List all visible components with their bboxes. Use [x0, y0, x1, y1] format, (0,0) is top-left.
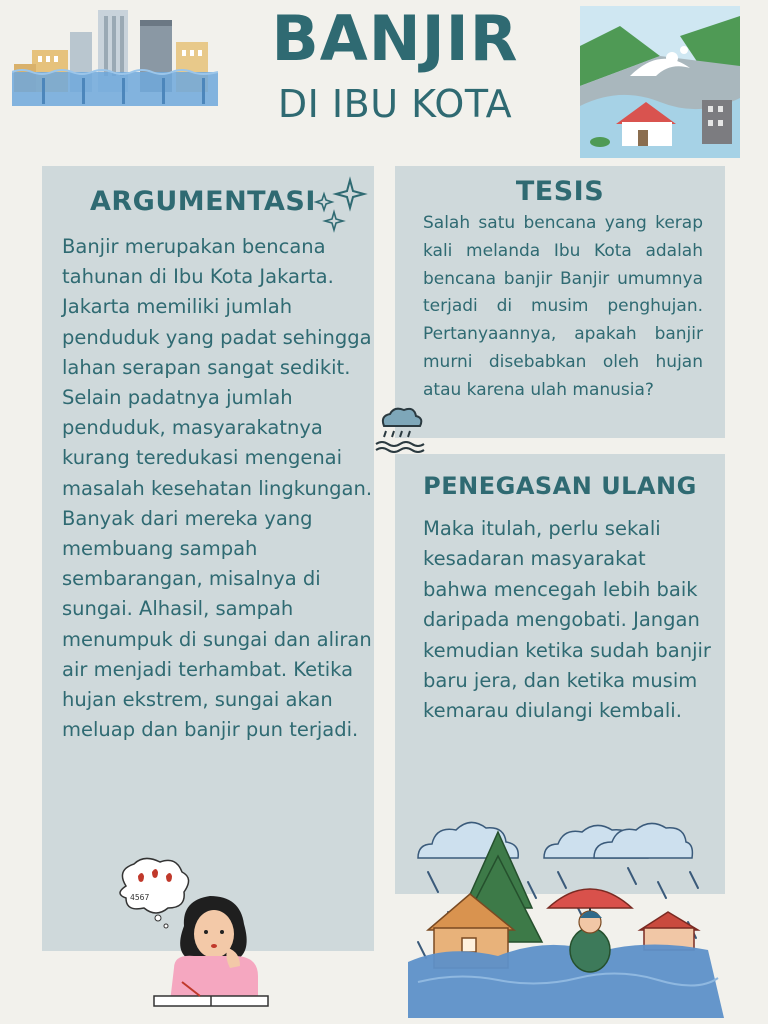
thinking-girl-icon	[112, 856, 282, 1012]
tesis-text: Salah satu bencana yang kerap kali melanda Ibu Kota adalah bencana banjir Banjir umumnya terjadi di musim penghujan. Pertanyaannya, apakah banjir murni disebabkan oleh hujan atau karena ulah manusia?	[423, 213, 703, 400]
tesis-heading: TESIS	[515, 176, 605, 207]
penegasan-ulang-text: Maka itulah, perlu sekali kesadaran masyarakat bahwa mencegah lebih baik daripada mengobati. Jangan kemudian ketika sudah banjir baru jera, dan ketika musim kemarau diulangi kembali.	[423, 517, 711, 723]
flooded-city-icon	[12, 6, 218, 106]
svg-text:4567: 4567	[130, 893, 150, 902]
argumentasi-panel	[42, 166, 374, 951]
page-title: BANJIR	[271, 2, 519, 75]
flood-scene-icon	[408, 812, 724, 1018]
tesis-panel	[395, 166, 725, 438]
argumentasi-heading: ARGUMENTASI	[90, 186, 316, 217]
penegasan-ulang-heading: PENEGASAN ULANG	[423, 472, 697, 500]
argumentasi-text: Banjir merupakan bencana tahunan di Ibu Kota Jakarta. Jakarta memiliki jumlah penduduk yang padat sehingga lahan serapan sangat sedikit. Selain padatnya jumlah penduduk, masyarakatnya kurang teredukasi mengenai masalah kesehatan lingkungan. Banyak dari mereka yang membuang sampah sembarangan, misalnya di sungai. Alhasil, sampah menumpuk di sungai dan aliran air menjadi terhambat. Ketika hujan ekstrem, sungai akan meluap dan banjir pun terjadi.	[62, 235, 373, 742]
rain-cloud-icon	[372, 404, 426, 454]
page-subtitle: DI IBU KOTA	[277, 82, 513, 126]
flood-wave-house-icon	[580, 6, 740, 158]
sparkles-icon	[312, 176, 368, 234]
